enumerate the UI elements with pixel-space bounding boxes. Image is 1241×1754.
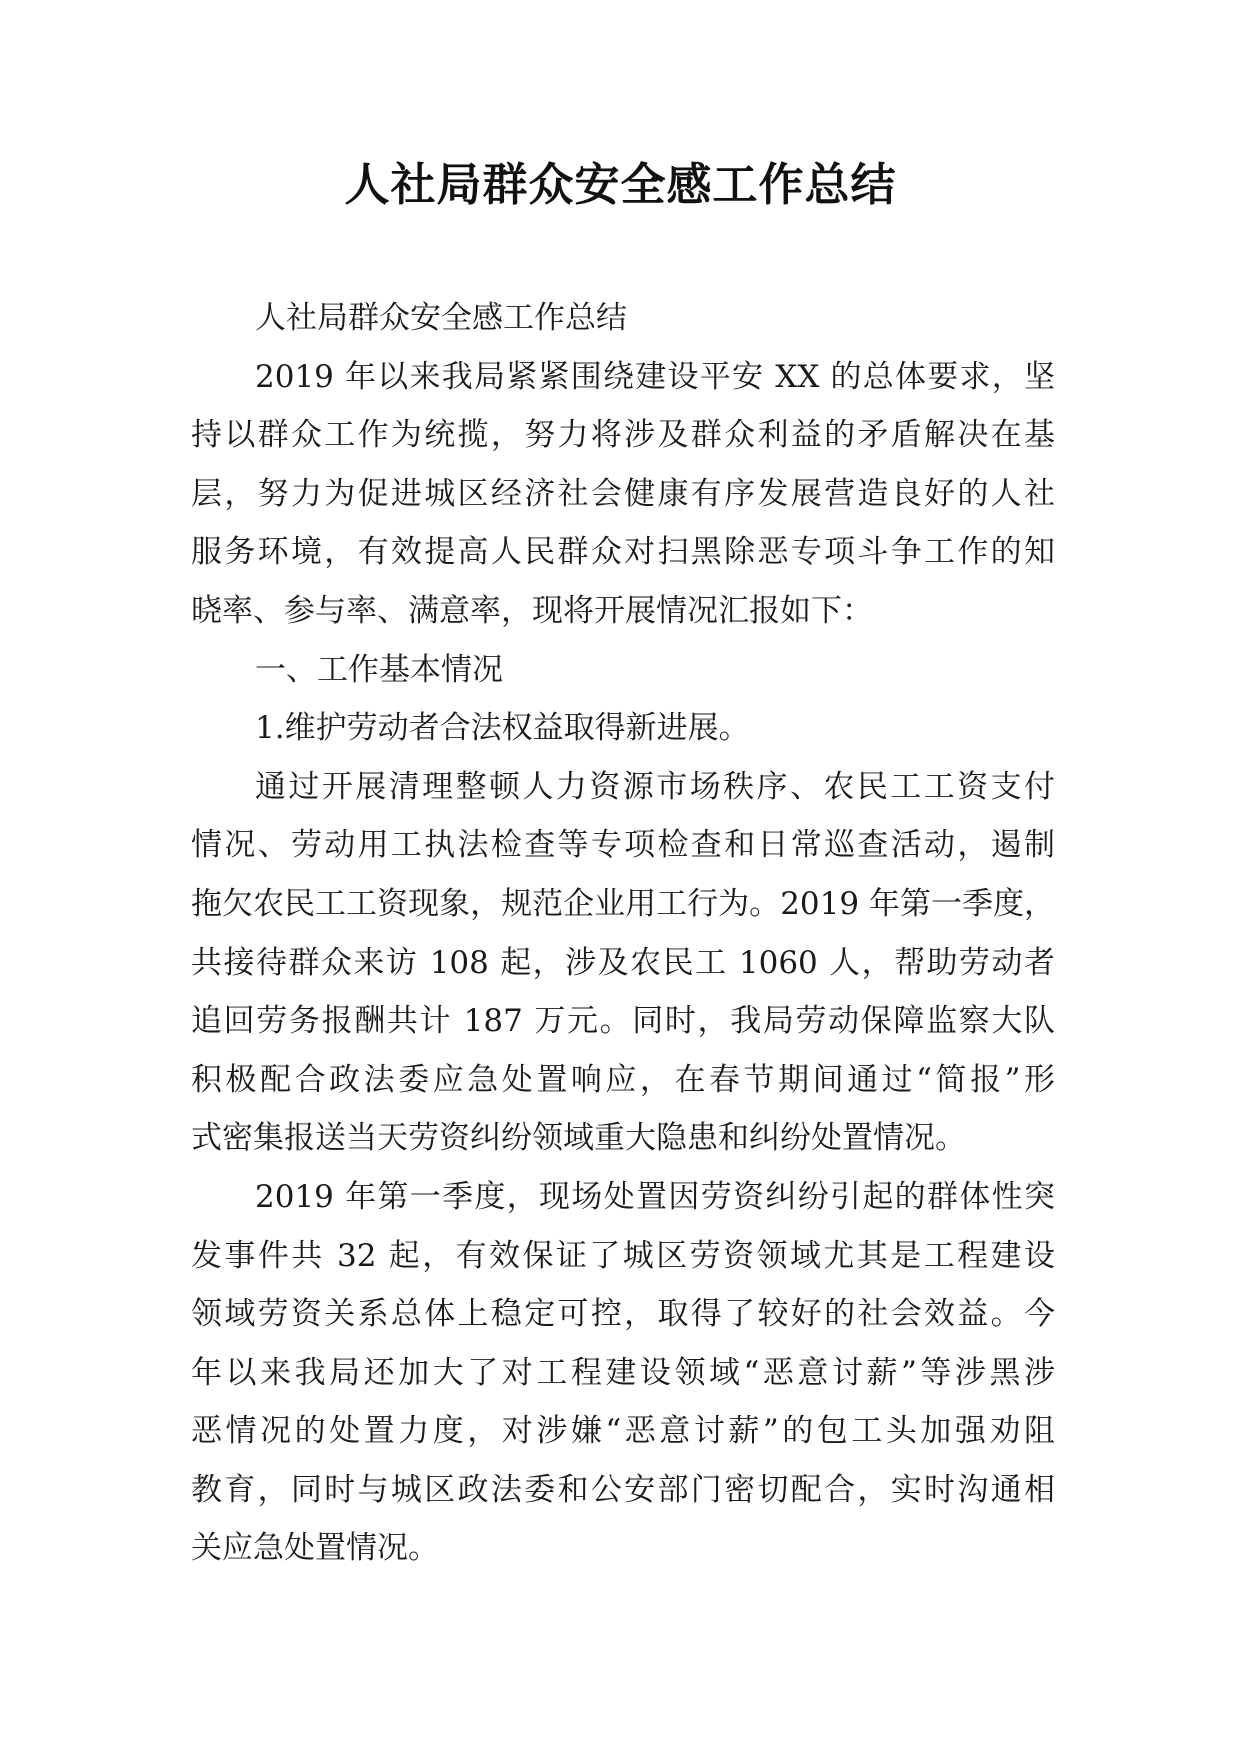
text-line: 持以群众工作为统揽，努力将涉及群众利益的矛盾解决在基 — [191, 417, 1055, 454]
text-line: 式密集报送当天劳资纠纷领域重大隐患和纠纷处置情况。 — [191, 1120, 966, 1157]
text-line: 追回劳务报酬共计 187 万元。同时，我局劳动保障监察大队 — [191, 1003, 1055, 1040]
text-line: 通过开展清理整顿人力资源市场秩序、农民工工资支付 — [255, 768, 1055, 805]
text-line: 拖欠农民工工资现象，规范企业用工行为。2019 年第一季度， — [191, 885, 1055, 922]
text-line: 领域劳资关系总体上稳定可控，取得了较好的社会效益。今 — [191, 1296, 1055, 1333]
text-line: 关应急处置情况。 — [191, 1530, 439, 1567]
paragraph-intro — [191, 348, 1055, 641]
text-line: 层，努力为促进城区经济社会健康有序发展营造良好的人社 — [191, 475, 1055, 512]
text-line: 晓率、参与率、满意率，现将开展情况汇报如下： — [191, 592, 873, 629]
text-line: 2019 年第一季度，现场处置因劳资纠纷引起的群体性突 — [255, 1178, 1055, 1215]
paragraph-rights-protection — [191, 758, 1055, 1168]
text-line: 人社局群众安全感工作总结 — [255, 300, 627, 336]
text-line: 服务环境，有效提高人民群众对扫黑除恶专项斗争工作的知 — [191, 534, 1055, 571]
text-line: 一、工作基本情况 — [255, 651, 503, 688]
text-line: 1.维护劳动者合法权益取得新进展。 — [255, 710, 750, 747]
text-line: 2019 年以来我局紧紧围绕建设平安 XX 的总体要求，坚 — [255, 358, 1055, 395]
text-line: 积极配合政法委应急处置响应，在春节期间通过“简报”形 — [191, 1061, 1055, 1098]
document-body — [191, 289, 1055, 1578]
text-line: 恶情况的处置力度，对涉嫌“恶意讨薪”的包工头加强劝阻 — [191, 1413, 1055, 1450]
text-line: 情况、劳动用工执法检查等专项检查和日常巡查活动，遏制 — [191, 827, 1055, 864]
text-line: 教育，同时与城区政法委和公安部门密切配合，实时沟通相 — [191, 1471, 1055, 1508]
paragraph-incident-handling — [191, 1168, 1055, 1578]
text-line: 共接待群众来访 108 起，涉及农民工 1060 人，帮助劳动者 — [191, 944, 1055, 981]
text-line: 发事件共 32 起，有效保证了城区劳资领域尤其是工程建设 — [191, 1237, 1055, 1274]
document-title: 人社局群众安全感工作总结 — [344, 158, 897, 211]
subsection-heading — [191, 699, 1055, 758]
paragraph-heading-repeat — [191, 289, 1055, 348]
text-line: 年以来我局还加大了对工程建设领域“恶意讨薪”等涉黑涉 — [191, 1354, 1055, 1391]
section-heading — [191, 641, 1055, 700]
